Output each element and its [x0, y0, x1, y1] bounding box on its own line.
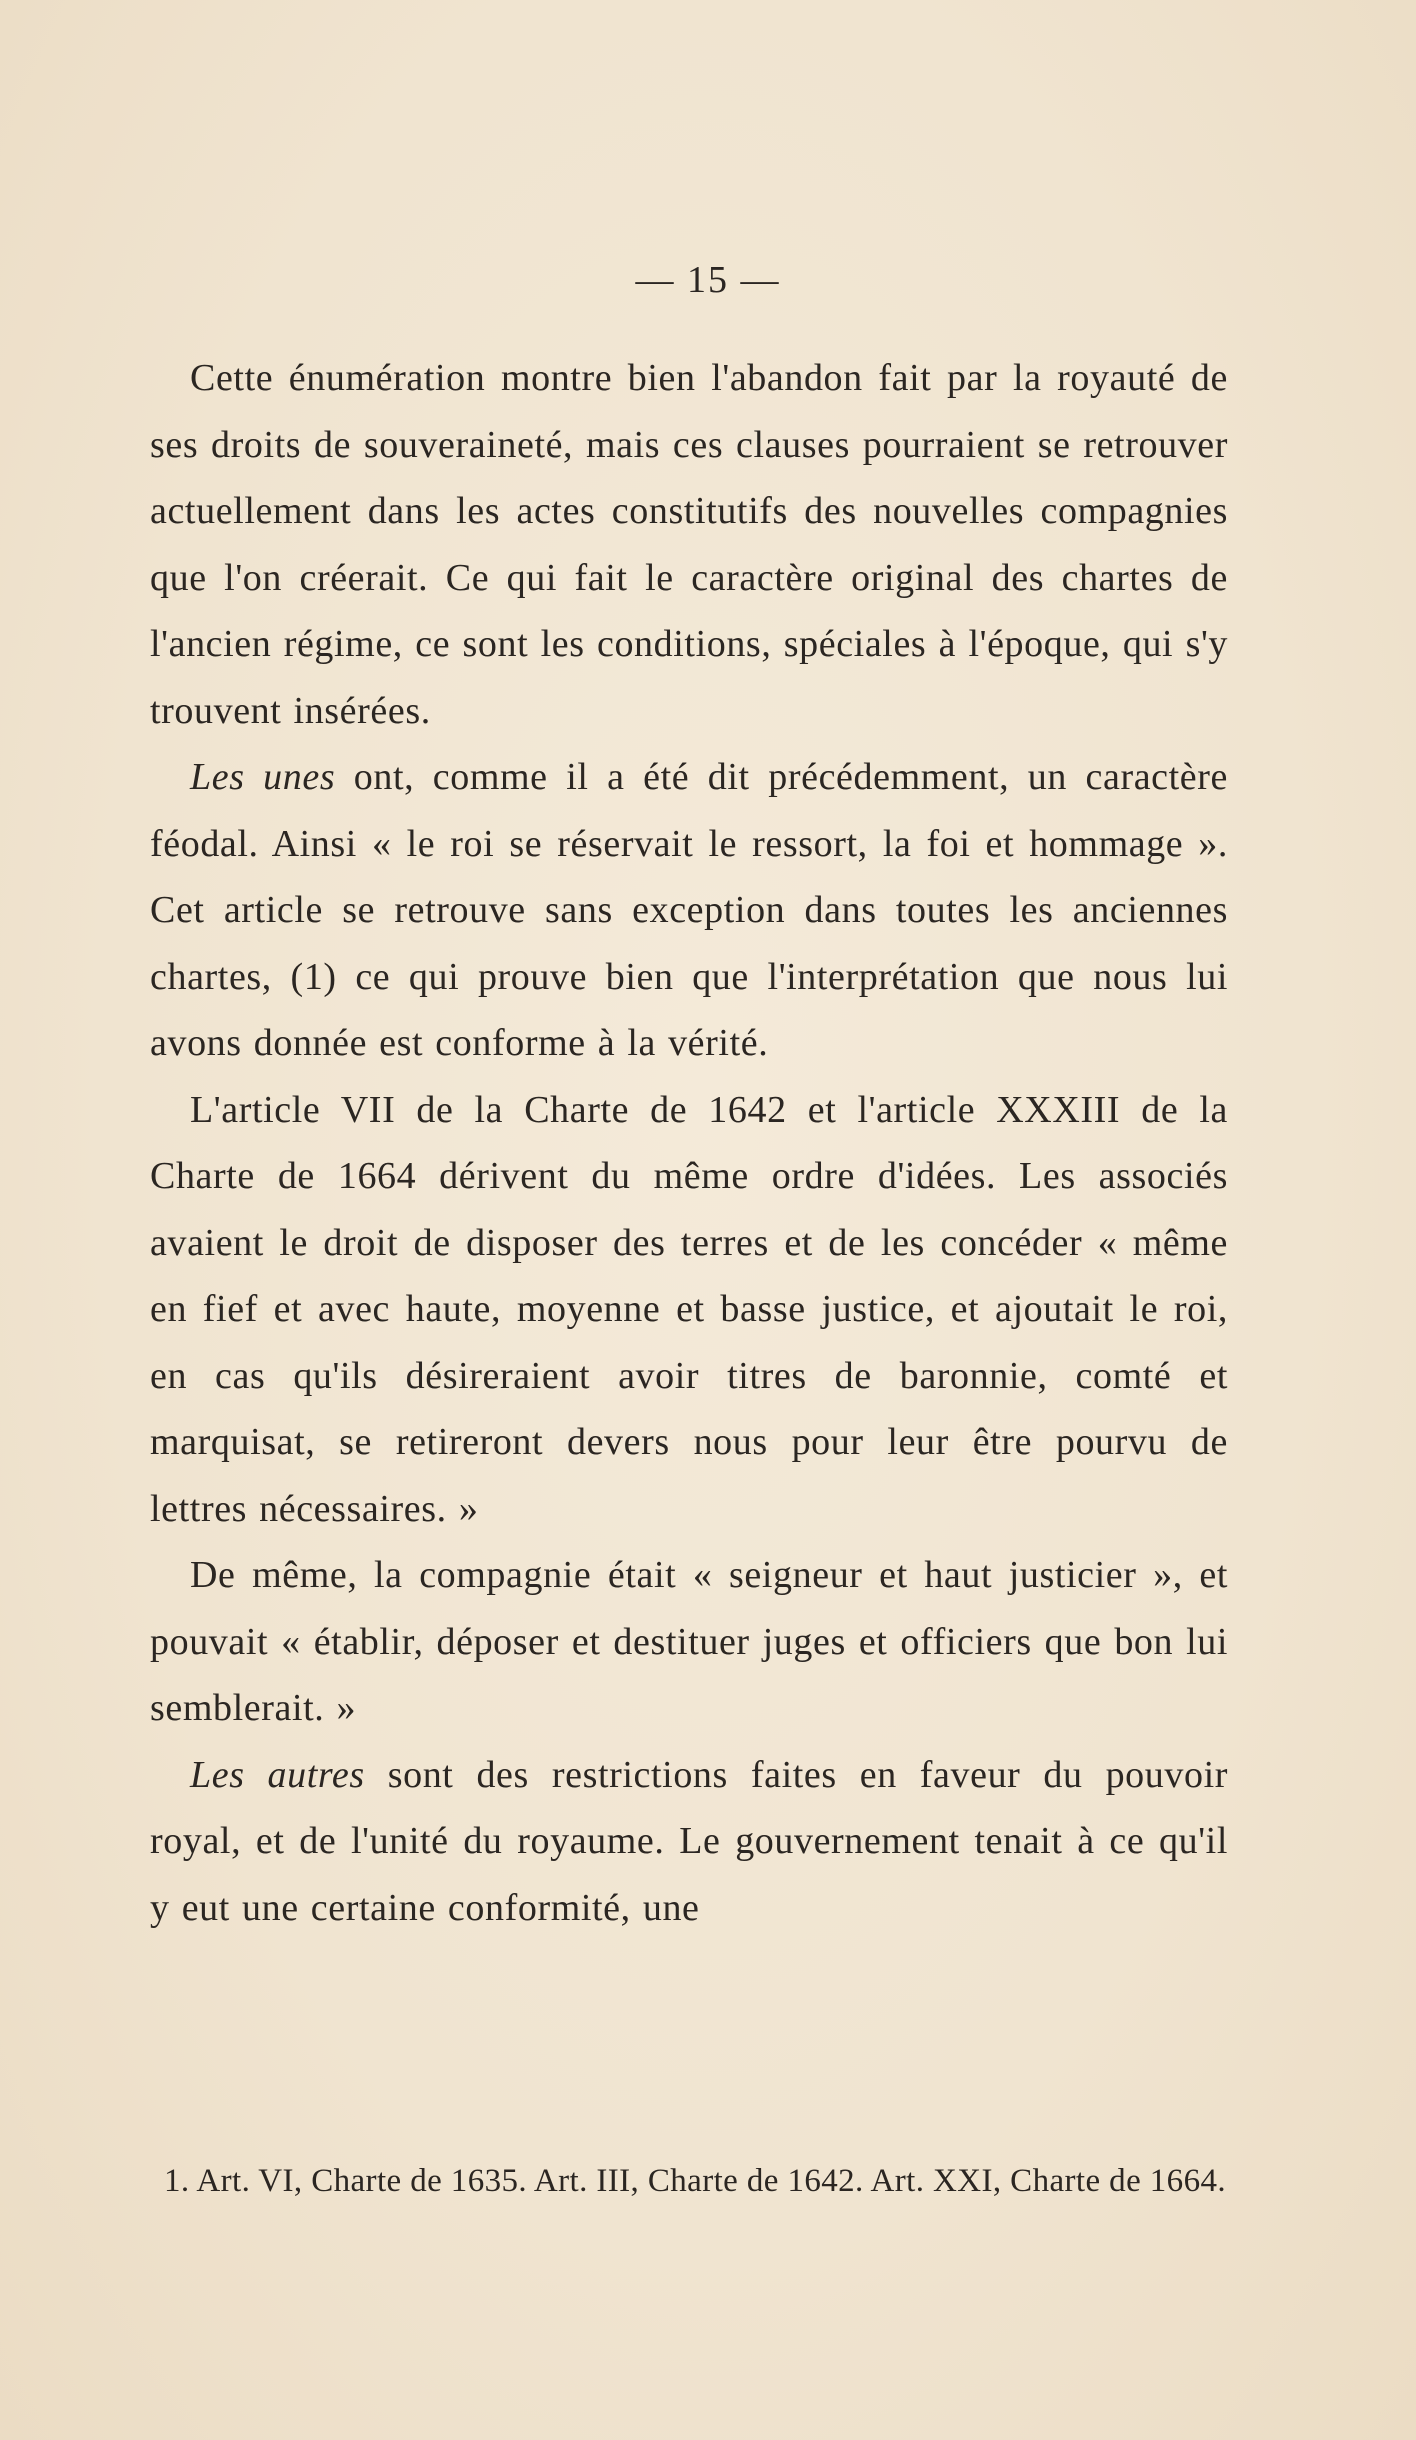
paragraph-5: [150, 1742, 1228, 1942]
footnote: [150, 2158, 1228, 2204]
paragraph-2-text: ont, comme il a été dit précédemment, un caractère féodal. Ainsi « le roi se réservait le ressort, la foi et hommage ». Cet article se retrouve sans exception dans toutes les anciennes chartes, (1) ce qui prouve bien que l'interprétation que nous lui avons donnée est conforme à la vérité.: [150, 756, 1228, 1064]
paragraph-1-text: Cette énumération montre bien l'abandon fait par la royauté de ses droits de souveraineté, mais ces clauses pourraient se retrouver actuellement dans les actes constitutifs des nouvelles compagnies que l'on créerait. Ce qui fait le caractère original des chartes de l'ancien régime, ce sont les conditions, spéciales à l'époque, qui s'y trouvent insérées.: [150, 357, 1228, 732]
paragraph-3: [150, 1077, 1228, 1543]
paragraph-4-text: De même, la compagnie était « seigneur et haut justicier », et pouvait « établir, déposer et destituer juges et officiers que bon lui semblerait. »: [150, 1554, 1228, 1729]
paragraph-5-italic-lead: Les autres: [190, 1753, 365, 1796]
page-number: — 15 —: [635, 259, 781, 301]
paragraph-3-text: L'article VII de la Charte de 1642 et l'article XXXIII de la Charte de 1664 dérivent du même ordre d'idées. Les associés avaient le droit de disposer des terres et de les concéder « même en fief et avec haute, moyenne et basse justice, et ajoutait le roi, en cas qu'ils désireraient avoir titres de baronnie, comté et marquisat, se retireront devers nous pour leur être pourvu de lettres nécessaires. »: [150, 1088, 1228, 1530]
paragraph-5-text: sont des restrictions faites en faveur du pouvoir royal, et de l'unité du royaume. Le gouvernement tenait à ce qu'il y eut une certaine conformité, une: [150, 1753, 1228, 1929]
paragraph-2-italic-lead: Les unes: [190, 756, 336, 798]
paragraph-2: [150, 744, 1228, 1077]
body-text: [150, 345, 1228, 1941]
footnote-text: 1. Art. VI, Charte de 1635. Art. III, Charte de 1642. Art. XXI, Charte de 1664.: [164, 2163, 1227, 2199]
paragraph-4: [150, 1542, 1228, 1742]
paragraph-1: [150, 345, 1228, 744]
